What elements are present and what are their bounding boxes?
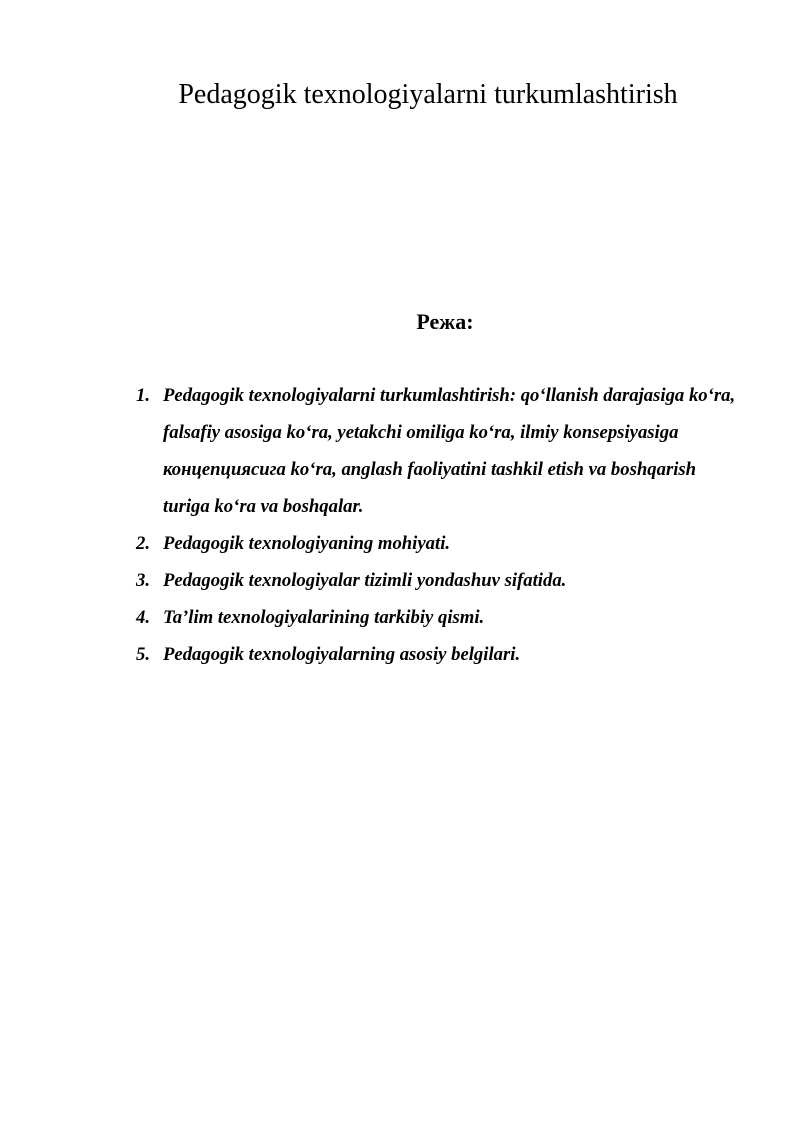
plan-item-number: 3. [136, 570, 151, 591]
plan-list [136, 377, 742, 673]
plan-item-2 [136, 525, 742, 562]
plan-item-number: 1. [136, 385, 151, 406]
plan-item-number: 4. [136, 607, 151, 628]
plan-item-3 [136, 562, 742, 599]
plan-item-text: Pedagogik texnologiyalarni turkumlashtirish: qo‘llanish darajasiga ko‘ra, falsafiy asosiga ko‘ra, yetakchi omiliga ko‘ra, ilmiy konsepsiyasiga концепциясига ko‘ra, anglash faoliyatini tashkil etish va boshqarish turiga ko‘ra va boshqalar. [163, 385, 736, 517]
plan-item-1 [136, 377, 742, 525]
document-title: Pedagogik texnologiyalarni turkumlashtirish [178, 79, 678, 110]
plan-item-text: Ta’lim texnologiyalarining tarkibiy qismi. [163, 607, 485, 628]
plan-item-text: Pedagogik texnologiyalar tizimli yondashuv sifatida. [163, 570, 567, 591]
plan-item-4 [136, 599, 742, 636]
plan-item-5 [136, 636, 742, 673]
plan-item-number: 5. [136, 644, 151, 665]
plan-heading: Режа: [416, 309, 474, 334]
plan-item-text: Pedagogik texnologiyalarning asosiy belgilari. [163, 644, 521, 665]
plan-item-text: Pedagogik texnologiyaning mohiyati. [163, 533, 451, 554]
plan-item-number: 2. [136, 533, 151, 554]
